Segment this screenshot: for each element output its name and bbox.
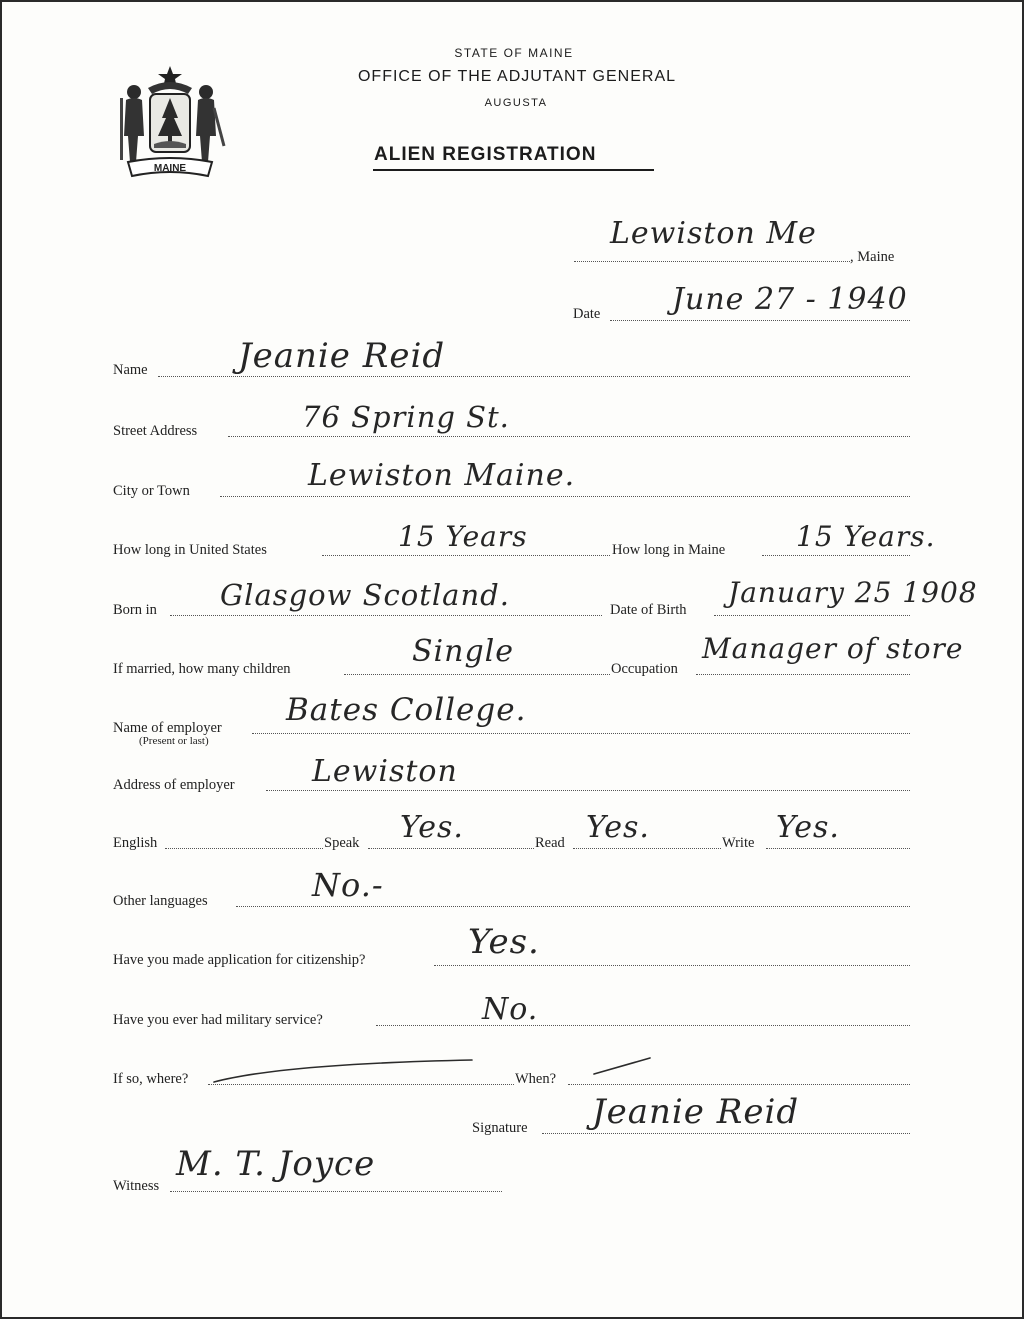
write-label: Write: [722, 835, 755, 851]
read-value: Yes.: [586, 810, 650, 845]
street-label: Street Address: [113, 423, 198, 439]
employer-address-value: Lewiston: [312, 754, 458, 789]
write-value: Yes.: [776, 810, 840, 845]
blank-dash-strokes: [202, 1054, 662, 1090]
name-value: Jeanie Reid: [238, 336, 446, 376]
us-value: 15 Years: [398, 520, 528, 553]
children-line: [344, 674, 610, 675]
date-line: [610, 320, 910, 321]
citizenship-line: [434, 965, 910, 966]
place-value: Lewiston Me: [610, 216, 817, 251]
header-state: STATE OF MAINE: [454, 46, 574, 60]
other-languages-label: Other languages: [113, 893, 208, 909]
employer-sublabel: (Present or last): [139, 735, 209, 747]
name-line: [158, 376, 910, 377]
signature-line: [542, 1133, 910, 1134]
speak-value: Yes.: [400, 810, 464, 845]
street-line: [228, 436, 910, 437]
employer-line: [252, 733, 910, 734]
witness-label: Witness: [113, 1178, 160, 1194]
occupation-label: Occupation: [611, 661, 678, 677]
employer-address-label: Address of employer: [113, 777, 235, 793]
speak-line: [368, 848, 534, 849]
us-label: How long in United States: [113, 542, 267, 558]
dob-value: January 25 1908: [728, 576, 978, 609]
header-city: AUGUSTA: [484, 97, 548, 109]
signature-value: Jeanie Reid: [592, 1092, 800, 1132]
header-office: OFFICE OF THE ADJUTANT GENERAL: [357, 68, 677, 85]
svg-text:MAINE: MAINE: [153, 163, 187, 174]
signature-label: Signature: [472, 1120, 528, 1136]
citizenship-value: Yes.: [468, 922, 540, 962]
other-languages-value: No.-: [312, 866, 384, 904]
employer-label: Name of employer: [113, 720, 222, 736]
read-line: [573, 848, 721, 849]
born-value: Glasgow Scotland.: [220, 578, 510, 612]
employer-address-line: [266, 790, 910, 791]
military-label: Have you ever had military service?: [113, 1012, 323, 1028]
dob-line: [714, 615, 910, 616]
children-value: Single: [412, 634, 515, 669]
write-line: [766, 848, 910, 849]
city-line: [220, 496, 910, 497]
us-line: [322, 555, 610, 556]
where-label: If so, where?: [113, 1071, 189, 1087]
when-label: When?: [515, 1071, 557, 1087]
employer-value: Bates College.: [286, 692, 527, 728]
street-value: 76 Spring St.: [302, 400, 510, 434]
born-line: [170, 615, 602, 616]
maine-line: [762, 555, 910, 556]
children-label: If married, how many children: [113, 661, 291, 677]
witness-line: [170, 1191, 502, 1192]
maine-value: 15 Years.: [796, 520, 936, 553]
english-line: [165, 848, 323, 849]
maine-label: How long in Maine: [612, 542, 726, 558]
military-line: [376, 1025, 910, 1026]
speak-label: Speak: [324, 835, 360, 851]
form-title: ALIEN REGISTRATION: [374, 144, 597, 165]
place-suffix: , Maine: [850, 249, 895, 265]
city-label: City or Town: [113, 483, 190, 499]
born-label: Born in: [113, 602, 157, 618]
military-value: No.: [482, 992, 539, 1027]
english-label: English: [113, 835, 158, 851]
dob-label: Date of Birth: [610, 602, 687, 618]
place-line: [574, 261, 850, 262]
occupation-line: [696, 674, 910, 675]
other-languages-line: [236, 906, 910, 907]
occupation-value: Manager of store: [702, 632, 964, 665]
citizenship-label: Have you made application for citizenship?: [113, 952, 366, 968]
city-value: Lewiston Maine.: [308, 458, 576, 493]
date-label: Date: [573, 306, 601, 322]
title-underline: [373, 169, 654, 171]
date-value: June 27 - 1940: [672, 282, 908, 317]
read-label: Read: [535, 835, 565, 851]
witness-value: M. T. Joyce: [176, 1144, 376, 1184]
name-label: Name: [113, 362, 148, 378]
